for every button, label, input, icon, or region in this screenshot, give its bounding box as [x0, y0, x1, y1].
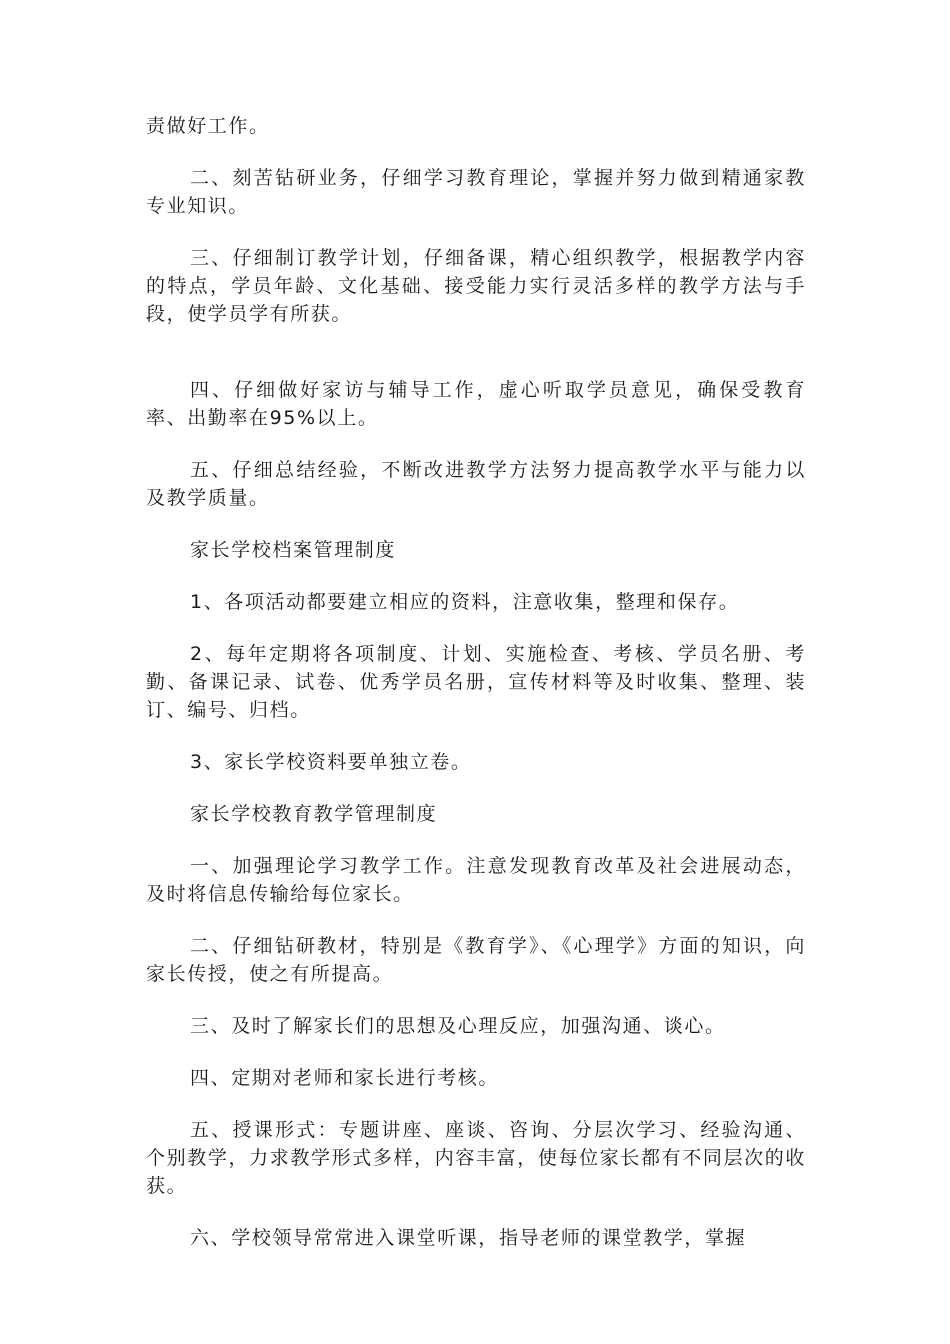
paragraph-item-3: 三、仔细制订教学计划，仔细备课，精心组织教学，根据教学内容的特点，学员年龄、文化基础、接受能力实行灵活多样的教学方法与手段，使学员学有所获。: [146, 247, 806, 325]
document-body: [146, 112, 806, 1276]
teaching-rule-6: 六、学校领导常常进入课堂听课，指导老师的课堂教学，掌握: [190, 1227, 747, 1249]
archive-rule-3: 3、家长学校资料要单独立卷。: [190, 751, 472, 773]
paragraph-item-5: 五、仔细总结经验，不断改进教学方法努力提高教学水平与能力以及教学质量。: [146, 459, 806, 509]
paragraph-item-4: 四、仔细做好家访与辅导工作，虚心听取学员意见，确保受教育率、出勤率在95%以上。: [146, 379, 806, 429]
paragraph-item-2: 二、刻苦钻研业务，仔细学习教育理论，掌握并努力做到精通家教专业知识。: [146, 167, 806, 217]
section-heading-teaching-management: 家长学校教育教学管理制度: [190, 803, 438, 825]
teaching-rule-1: 一、加强理论学习教学工作。注意发现教育改革及社会进展动态，及时将信息传输给每位家长。: [146, 855, 806, 905]
teaching-rule-3: 三、及时了解家长们的思想及心理反应，加强沟通、谈心。: [190, 1015, 726, 1037]
teaching-rule-5: 五、授课形式：专题讲座、座谈、咨询、分层次学习、经验沟通、个别教学，力求教学形式多样，内容丰富，使每位家长都有不同层次的收获。: [146, 1119, 806, 1197]
teaching-rule-2: 二、仔细钻研教材，特别是《教育学》、《心理学》方面的知识，向家长传授，使之有所提高。: [146, 935, 806, 985]
archive-rule-1: 1、各项活动都要建立相应的资料，注意收集，整理和保存。: [190, 591, 740, 613]
archive-rule-2: 2、每年定期将各项制度、计划、实施检查、考核、学员名册、考勤、备课记录、试卷、优秀学员名册，宣传材料等及时收集、整理、装订、编号、归档。: [146, 643, 806, 721]
paragraph-continuation: 责做好工作。: [146, 115, 270, 137]
teaching-rule-4: 四、定期对老师和家长进行考核。: [190, 1067, 500, 1089]
section-heading-archive-management: 家长学校档案管理制度: [190, 539, 397, 561]
